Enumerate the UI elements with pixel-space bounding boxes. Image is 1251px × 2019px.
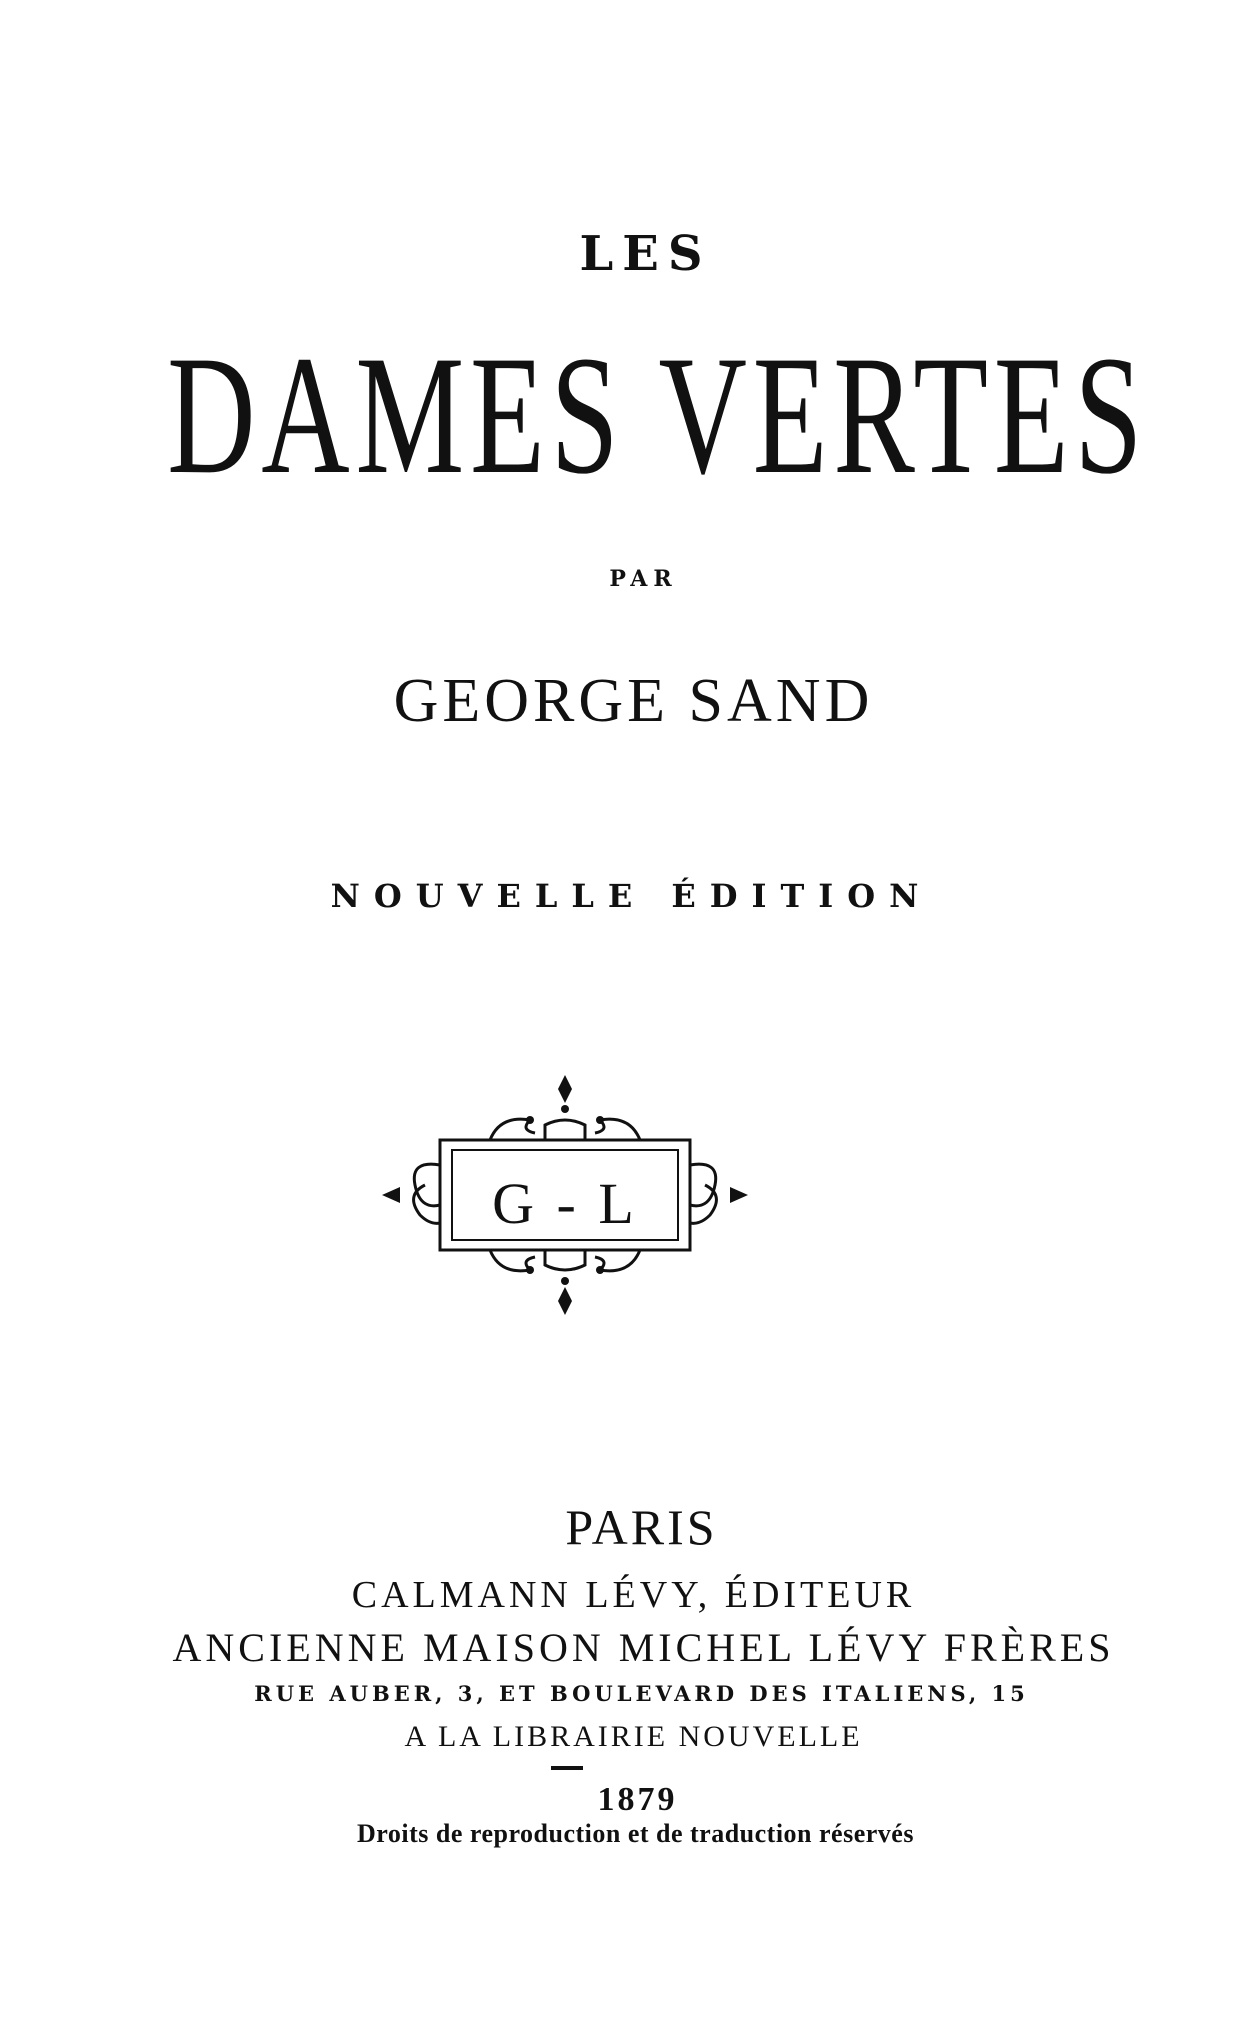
author-name: GEORGE SAND [393, 667, 874, 735]
former-publishing-house: ANCIENNE MAISON MICHEL LÉVY FRÈRES [172, 1625, 1115, 1670]
publisher-monogram: G - L [492, 1171, 638, 1236]
book-title: DAMES VERTES [167, 321, 1149, 509]
edition-statement: NOUVELLE ÉDITION [330, 877, 933, 915]
by-line: PAR [609, 566, 678, 592]
rights-notice: Droits de reproduction et de traduction réservés [357, 1819, 914, 1848]
publication-city: PARIS [565, 1499, 718, 1555]
publication-year: 1879 [597, 1781, 678, 1818]
title-article: LES [579, 226, 712, 282]
publisher-mark [370, 1065, 760, 1325]
divider-rule [551, 1766, 583, 1770]
publisher-address: RUE AUBER, 3, ET BOULEVARD DES ITALIENS, 15 [254, 1681, 1029, 1706]
bookshop-line: A LA LIBRAIRIE NOUVELLE [404, 1720, 863, 1753]
publisher-name: CALMANN LÉVY, ÉDITEUR [351, 1574, 916, 1616]
